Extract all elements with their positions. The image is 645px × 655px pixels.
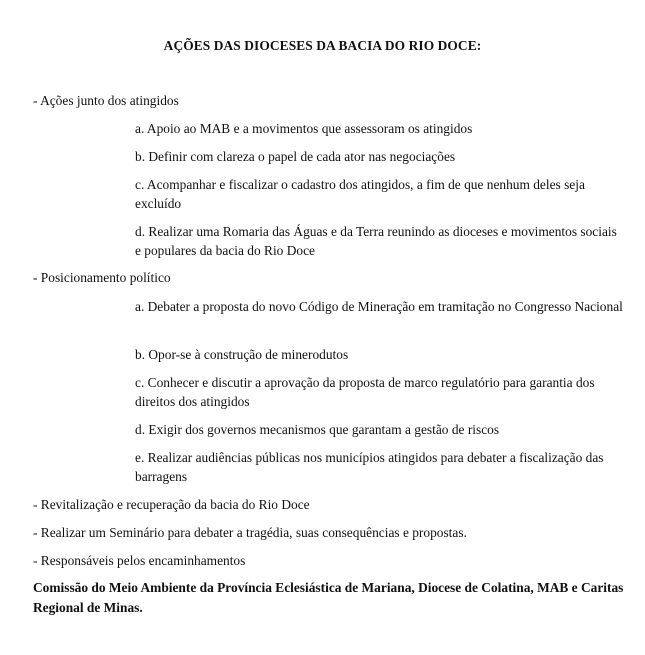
point-seminario: - Realizar um Seminário para debater a tragédia, suas consequências e propostas.: [33, 525, 467, 540]
list-item: d. Exigir dos governos mecanismos que garantam a gestão de riscos: [135, 422, 500, 437]
point-revitalizacao: - Revitalização e recuperação da bacia do Rio Doce: [33, 497, 310, 512]
section-heading-posicionamento: - Posicionamento político: [33, 270, 171, 285]
document-title: AÇÕES DAS DIOCESES DA BACIA DO RIO DOCE:: [163, 38, 482, 53]
list-item: b. Opor-se à construção de minerodutos: [135, 347, 349, 362]
list-item: c. Acompanhar e fiscalizar o cadastro dos atingidos, a fim de que nenhum deles seja excluído: [135, 177, 585, 211]
point-responsaveis: - Responsáveis pelos encaminhamentos: [33, 553, 246, 568]
list-item: c. Conhecer e discutir a aprovação da proposta de marco regulatório para garantia dos direitos dos atingidos: [135, 375, 595, 409]
list-item: a. Debater a proposta do novo Código de Mineração em tramitação no Congresso Nacional: [135, 299, 623, 314]
list-item: b. Definir com clareza o papel de cada ator nas negociações: [135, 149, 456, 164]
list-item: a. Apoio ao MAB e a movimentos que assessoram os atingidos: [135, 121, 473, 136]
list-item: e. Realizar audiências públicas nos municípios atingidos para debater a fiscalização das barragens: [135, 450, 604, 484]
section-heading-acoes: - Ações junto dos atingidos: [33, 93, 179, 108]
footer-signatories: Comissão do Meio Ambiente da Província Eclesiástica de Mariana, Diocese de Colatina, MAB e Caritas Regional de Minas.: [33, 580, 624, 615]
list-item: d. Realizar uma Romaria das Águas e da Terra reunindo as dioceses e movimentos sociais e populares da bacia do Rio Doce: [135, 224, 617, 258]
